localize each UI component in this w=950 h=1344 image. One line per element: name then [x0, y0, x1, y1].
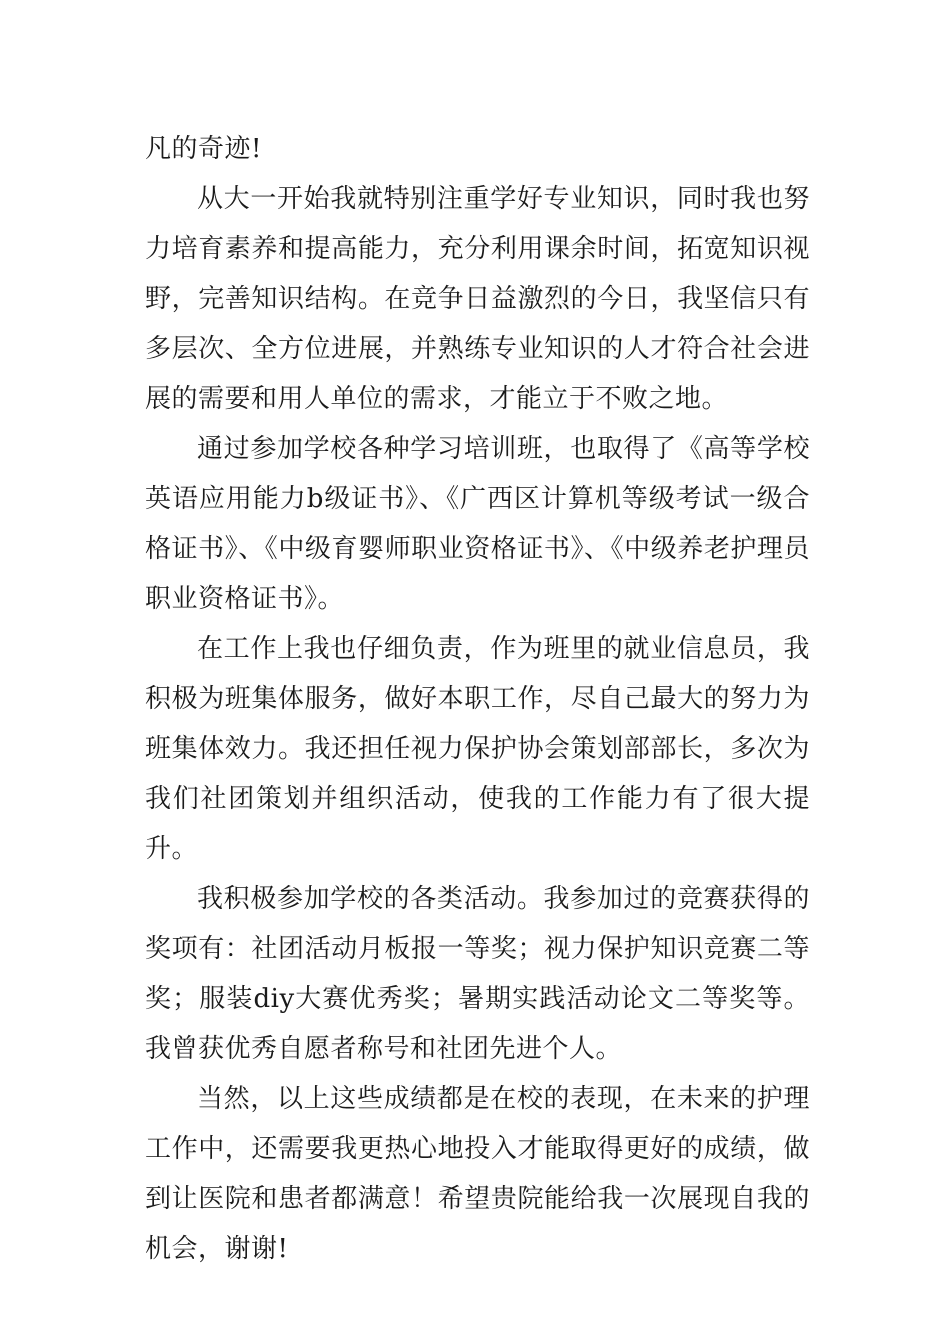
paragraph-work: 在工作上我也仔细负责，作为班里的就业信息员，我积极为班集体服务，做好本职工作，尽自己最大的努力为班集体效力。我还担任视力保护协会策划部部长，多次为我们社团策划并组织活动，使我的工作能力有了很大提升。 — [145, 634, 810, 864]
paragraph-continuation: 凡的奇迹! — [145, 134, 262, 164]
document-body — [145, 124, 810, 1274]
paragraph-closing: 当然，以上这些成绩都是在校的表现，在未来的护理工作中，还需要我更热心地投入才能取得更好的成绩，做到让医院和患者都满意！希望贵院能给我一次展现自我的机会，谢谢! — [145, 1084, 810, 1264]
paragraph-studies: 从大一开始我就特别注重学好专业知识，同时我也努力培育素养和提高能力，充分利用课余时间，拓宽知识视野，完善知识结构。在竞争日益激烈的今日，我坚信只有多层次、全方位进展，并熟练专业知识的人才符合社会进展的需要和用人单位的需求，才能立于不败之地。 — [145, 184, 810, 414]
paragraph-activities: 我积极参加学校的各类活动。我参加过的竞赛获得的奖项有：社团活动月板报一等奖；视力保护知识竞赛二等奖；服装diy大赛优秀奖；暑期实践活动论文二等奖等。我曾获优秀自愿者称号和社团先进个人。 — [145, 884, 810, 1064]
paragraph-certificates: 通过参加学校各种学习培训班，也取得了《高等学校英语应用能力b级证书》、《广西区计算机等级考试一级合格证书》、《中级育婴师职业资格证书》、《中级养老护理员职业资格证书》。 — [145, 434, 810, 614]
